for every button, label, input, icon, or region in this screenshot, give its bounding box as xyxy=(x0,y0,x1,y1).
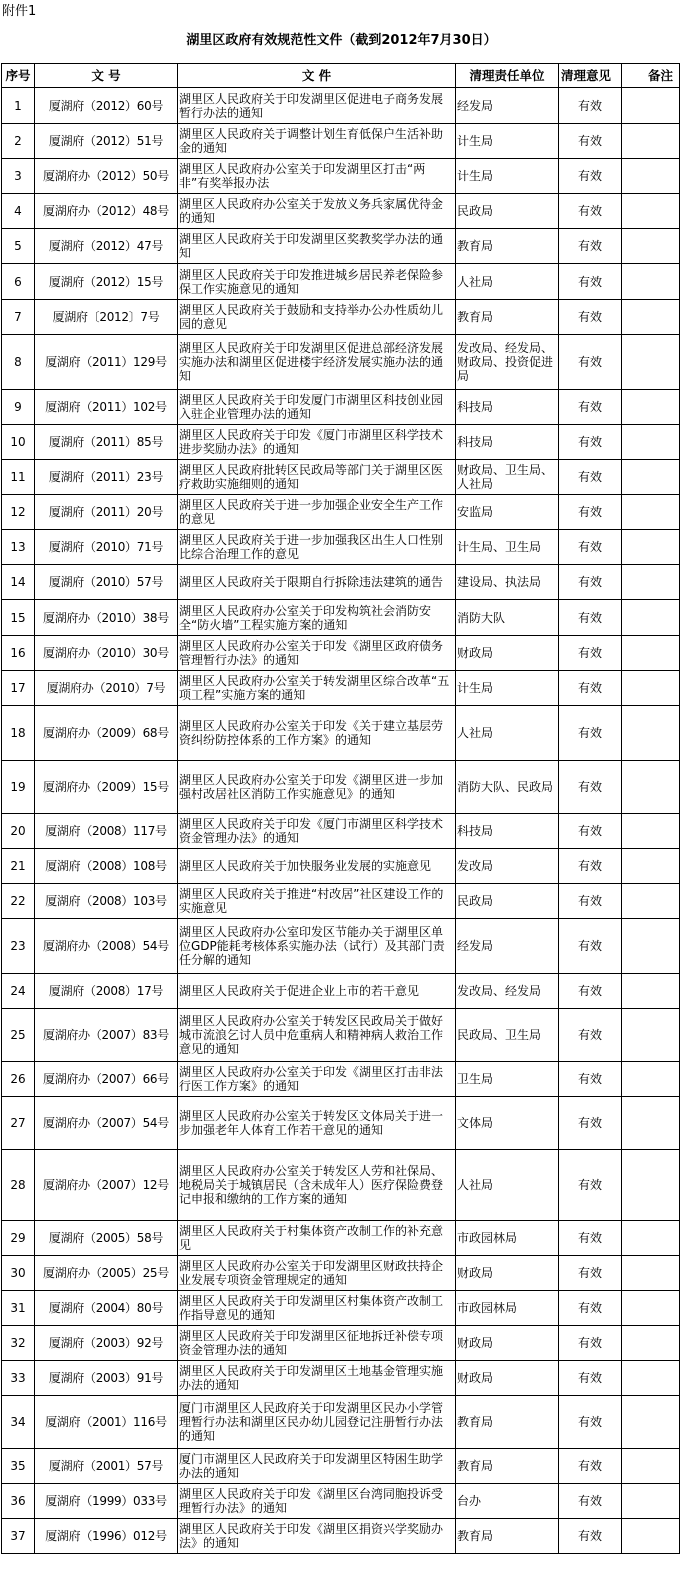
cell-unit: 科技局 xyxy=(456,390,559,425)
cell-doc-number: 厦湖府（2011）129号 xyxy=(35,335,178,390)
cell-unit: 消防大队、民政局 xyxy=(456,761,559,814)
cell-note xyxy=(622,495,680,530)
cell-note xyxy=(622,88,680,124)
cell-unit: 经发局 xyxy=(456,919,559,974)
cell-opinion: 有效 xyxy=(559,1326,622,1361)
table-row xyxy=(2,636,680,671)
cell-file: 湖里区人民政府关于推进“村改居”社区建设工作的实施意见 xyxy=(178,884,456,919)
cell-no: 8 xyxy=(2,335,35,390)
cell-unit: 建设局、执法局 xyxy=(456,565,559,600)
cell-file: 湖里区人民政府办公室关于印发《湖里区进一步加强村改居社区消防工作实施意见》的通知 xyxy=(178,761,456,814)
cell-doc-number: 厦湖府（2001）57号 xyxy=(35,1449,178,1484)
table-row xyxy=(2,1449,680,1484)
cell-opinion: 有效 xyxy=(559,229,622,264)
header-doc-number: 文 号 xyxy=(35,64,178,88)
table-row xyxy=(2,1326,680,1361)
cell-unit: 消防大队 xyxy=(456,600,559,636)
cell-file: 湖里区人民政府办公室关于印发湖里区财政扶持企业发展专项资金管理规定的通知 xyxy=(178,1256,456,1291)
cell-note xyxy=(622,1256,680,1291)
cell-unit: 人社局 xyxy=(456,706,559,761)
cell-opinion: 有效 xyxy=(559,1449,622,1484)
cell-opinion: 有效 xyxy=(559,1150,622,1221)
cell-doc-number: 厦湖府（2001）116号 xyxy=(35,1396,178,1449)
cell-file: 湖里区人民政府关于村集体资产改制工作的补充意见 xyxy=(178,1221,456,1256)
cell-opinion: 有效 xyxy=(559,1484,622,1519)
cell-file: 湖里区人民政府关于印发湖里区促进总部经济发展实施办法和湖里区促进楼宇经济发展实施办法的通知 xyxy=(178,335,456,390)
cell-opinion: 有效 xyxy=(559,1256,622,1291)
cell-no: 17 xyxy=(2,671,35,706)
cell-no: 34 xyxy=(2,1396,35,1449)
cell-unit: 经发局 xyxy=(456,88,559,124)
cell-note xyxy=(622,761,680,814)
cell-doc-number: 厦湖府办（2007）12号 xyxy=(35,1150,178,1221)
table-row xyxy=(2,849,680,884)
cell-file: 湖里区人民政府关于印发《厦门市湖里区科学技术资金管理办法》的通知 xyxy=(178,814,456,849)
cell-opinion: 有效 xyxy=(559,1062,622,1097)
cell-unit: 民政局、卫生局 xyxy=(456,1009,559,1062)
cell-unit: 财政局 xyxy=(456,1361,559,1396)
table-row xyxy=(2,884,680,919)
table-row xyxy=(2,1361,680,1396)
cell-note xyxy=(622,636,680,671)
cell-doc-number: 厦湖府办（2009）15号 xyxy=(35,761,178,814)
cell-no: 26 xyxy=(2,1062,35,1097)
cell-no: 18 xyxy=(2,706,35,761)
table-row xyxy=(2,264,680,300)
cell-file: 厦门市湖里区人民政府关于印发湖里区民办小学管理暂行办法和湖里区民办幼儿园登记注册暂行办法的通知 xyxy=(178,1396,456,1449)
cell-no: 36 xyxy=(2,1484,35,1519)
table-row xyxy=(2,530,680,565)
cell-no: 11 xyxy=(2,460,35,495)
cell-doc-number: 厦湖府（2003）91号 xyxy=(35,1361,178,1396)
cell-no: 6 xyxy=(2,264,35,300)
cell-note xyxy=(622,264,680,300)
cell-opinion: 有效 xyxy=(559,849,622,884)
table-row xyxy=(2,814,680,849)
cell-no: 37 xyxy=(2,1519,35,1554)
cell-note xyxy=(622,1396,680,1449)
cell-no: 27 xyxy=(2,1097,35,1150)
cell-note xyxy=(622,124,680,159)
cell-note xyxy=(622,1519,680,1554)
cell-file: 湖里区人民政府办公室关于转发区民政局关于做好城市流浪乞讨人员中危重病人和精神病人救治工作意见的通知 xyxy=(178,1009,456,1062)
cell-no: 13 xyxy=(2,530,35,565)
cell-note xyxy=(622,1484,680,1519)
cell-note xyxy=(622,335,680,390)
table-row xyxy=(2,390,680,425)
table-row xyxy=(2,335,680,390)
header-file: 文 件 xyxy=(178,64,456,88)
cell-opinion: 有效 xyxy=(559,919,622,974)
cell-no: 5 xyxy=(2,229,35,264)
cell-file: 湖里区人民政府关于印发湖里区土地基金管理实施办法的通知 xyxy=(178,1361,456,1396)
cell-unit: 文体局 xyxy=(456,1097,559,1150)
cell-unit: 财政局 xyxy=(456,1256,559,1291)
cell-file: 厦门市湖里区人民政府关于印发湖里区特困生助学办法的通知 xyxy=(178,1449,456,1484)
table-row xyxy=(2,1291,680,1326)
table-row xyxy=(2,194,680,229)
cell-opinion: 有效 xyxy=(559,390,622,425)
cell-opinion: 有效 xyxy=(559,460,622,495)
cell-file: 湖里区人民政府关于印发《湖里区台湾同胞投诉受理暂行办法》的通知 xyxy=(178,1484,456,1519)
cell-file: 湖里区人民政府办公室关于转发湖里区综合改革“五项工程”实施方案的通知 xyxy=(178,671,456,706)
cell-file: 湖里区人民政府关于限期自行拆除违法建筑的通告 xyxy=(178,565,456,600)
cell-no: 19 xyxy=(2,761,35,814)
table-row xyxy=(2,124,680,159)
cell-no: 15 xyxy=(2,600,35,636)
cell-opinion: 有效 xyxy=(559,1221,622,1256)
cell-opinion: 有效 xyxy=(559,335,622,390)
cell-file: 湖里区人民政府办公室关于印发构筑社会消防安全“防火墙”工程实施方案的通知 xyxy=(178,600,456,636)
cell-doc-number: 厦湖府〔2012〕7号 xyxy=(35,300,178,335)
cell-doc-number: 厦湖府（2012）51号 xyxy=(35,124,178,159)
cell-unit: 计生局 xyxy=(456,671,559,706)
cell-note xyxy=(622,194,680,229)
cell-doc-number: 厦湖府（2011）85号 xyxy=(35,425,178,460)
cell-no: 29 xyxy=(2,1221,35,1256)
table-row xyxy=(2,1484,680,1519)
cell-doc-number: 厦湖府（1996）012号 xyxy=(35,1519,178,1554)
cell-note xyxy=(622,1326,680,1361)
cell-unit: 科技局 xyxy=(456,814,559,849)
cell-unit: 卫生局 xyxy=(456,1062,559,1097)
cell-no: 30 xyxy=(2,1256,35,1291)
cell-no: 32 xyxy=(2,1326,35,1361)
cell-note xyxy=(622,1150,680,1221)
cell-no: 22 xyxy=(2,884,35,919)
cell-no: 28 xyxy=(2,1150,35,1221)
cell-doc-number: 厦湖府（2004）80号 xyxy=(35,1291,178,1326)
cell-file: 湖里区人民政府关于印发湖里区奖教奖学办法的通知 xyxy=(178,229,456,264)
documents-table xyxy=(1,63,680,1554)
cell-opinion: 有效 xyxy=(559,1009,622,1062)
cell-note xyxy=(622,390,680,425)
cell-opinion: 有效 xyxy=(559,1291,622,1326)
cell-opinion: 有效 xyxy=(559,159,622,194)
cell-opinion: 有效 xyxy=(559,636,622,671)
cell-no: 4 xyxy=(2,194,35,229)
cell-no: 33 xyxy=(2,1361,35,1396)
cell-opinion: 有效 xyxy=(559,814,622,849)
cell-no: 31 xyxy=(2,1291,35,1326)
table-row xyxy=(2,1519,680,1554)
cell-unit: 计生局、卫生局 xyxy=(456,530,559,565)
cell-doc-number: 厦湖府办（2007）83号 xyxy=(35,1009,178,1062)
cell-doc-number: 厦湖府办（2012）50号 xyxy=(35,159,178,194)
cell-doc-number: 厦湖府办（2005）25号 xyxy=(35,1256,178,1291)
cell-doc-number: 厦湖府（2011）23号 xyxy=(35,460,178,495)
cell-unit: 教育局 xyxy=(456,1519,559,1554)
cell-unit: 财政局、卫生局、人社局 xyxy=(456,460,559,495)
cell-unit: 台办 xyxy=(456,1484,559,1519)
cell-doc-number: 厦湖府（2012）47号 xyxy=(35,229,178,264)
cell-file: 湖里区人民政府批转区民政局等部门关于湖里区医疗救助实施细则的通知 xyxy=(178,460,456,495)
cell-file: 湖里区人民政府办公室关于印发《湖里区政府债务管理暂行办法》的通知 xyxy=(178,636,456,671)
table-row xyxy=(2,425,680,460)
cell-opinion: 有效 xyxy=(559,600,622,636)
table-row xyxy=(2,495,680,530)
document-title: 湖里区政府有效规范性文件（截到2012年7月30日） xyxy=(186,33,497,48)
header-no: 序号 xyxy=(2,64,35,88)
cell-doc-number: 厦湖府办（2007）66号 xyxy=(35,1062,178,1097)
cell-note xyxy=(622,884,680,919)
cell-no: 23 xyxy=(2,919,35,974)
cell-unit: 教育局 xyxy=(456,300,559,335)
cell-no: 9 xyxy=(2,390,35,425)
cell-opinion: 有效 xyxy=(559,1361,622,1396)
cell-unit: 财政局 xyxy=(456,1326,559,1361)
cell-opinion: 有效 xyxy=(559,88,622,124)
cell-note xyxy=(622,671,680,706)
cell-no: 21 xyxy=(2,849,35,884)
cell-unit: 发改局、经发局 xyxy=(456,974,559,1009)
cell-file: 湖里区人民政府办公室关于转发区文体局关于进一步加强老年人体育工作若干意见的通知 xyxy=(178,1097,456,1150)
table-row xyxy=(2,1097,680,1150)
table-row xyxy=(2,1396,680,1449)
cell-doc-number: 厦湖府（2010）71号 xyxy=(35,530,178,565)
cell-note xyxy=(622,1291,680,1326)
cell-file: 湖里区人民政府关于进一步加强我区出生人口性别比综合治理工作的意见 xyxy=(178,530,456,565)
header-unit: 清理责任单位 xyxy=(456,64,559,88)
cell-note xyxy=(622,565,680,600)
table-row xyxy=(2,671,680,706)
cell-note xyxy=(622,600,680,636)
cell-doc-number: 厦湖府办（2012）48号 xyxy=(35,194,178,229)
header-note: 备注 xyxy=(622,64,680,88)
table-body xyxy=(2,88,680,1554)
cell-opinion: 有效 xyxy=(559,884,622,919)
cell-note xyxy=(622,300,680,335)
cell-file: 湖里区人民政府关于调整计划生育低保户生活补助金的通知 xyxy=(178,124,456,159)
cell-file: 湖里区人民政府办公室关于印发《湖里区打击非法行医工作方案》的通知 xyxy=(178,1062,456,1097)
cell-unit: 发改局 xyxy=(456,849,559,884)
cell-unit: 计生局 xyxy=(456,159,559,194)
table-row xyxy=(2,600,680,636)
cell-unit: 发改局、经发局、财政局、投资促进局 xyxy=(456,335,559,390)
cell-opinion: 有效 xyxy=(559,706,622,761)
cell-no: 25 xyxy=(2,1009,35,1062)
table-row xyxy=(2,1062,680,1097)
table-row xyxy=(2,761,680,814)
cell-unit: 计生局 xyxy=(456,124,559,159)
cell-unit: 教育局 xyxy=(456,1449,559,1484)
cell-no: 16 xyxy=(2,636,35,671)
cell-note xyxy=(622,1449,680,1484)
cell-opinion: 有效 xyxy=(559,761,622,814)
cell-unit: 市政园林局 xyxy=(456,1221,559,1256)
cell-no: 35 xyxy=(2,1449,35,1484)
cell-file: 湖里区人民政府关于印发厦门市湖里区科技创业园入驻企业管理办法的通知 xyxy=(178,390,456,425)
table-row xyxy=(2,706,680,761)
cell-note xyxy=(622,1097,680,1150)
cell-no: 14 xyxy=(2,565,35,600)
cell-file: 湖里区人民政府办公室关于发放义务兵家属优待金的通知 xyxy=(178,194,456,229)
cell-no: 12 xyxy=(2,495,35,530)
table-row xyxy=(2,1150,680,1221)
cell-unit: 市政园林局 xyxy=(456,1291,559,1326)
cell-file: 湖里区人民政府关于鼓励和支持举办公办性质幼儿园的意见 xyxy=(178,300,456,335)
cell-opinion: 有效 xyxy=(559,124,622,159)
cell-note xyxy=(622,849,680,884)
cell-opinion: 有效 xyxy=(559,495,622,530)
attachment-label: 附件1 xyxy=(2,4,37,19)
cell-unit: 科技局 xyxy=(456,425,559,460)
cell-unit: 财政局 xyxy=(456,636,559,671)
cell-unit: 安监局 xyxy=(456,495,559,530)
cell-no: 10 xyxy=(2,425,35,460)
cell-opinion: 有效 xyxy=(559,671,622,706)
cell-doc-number: 厦湖府（2011）102号 xyxy=(35,390,178,425)
cell-doc-number: 厦湖府（2008）108号 xyxy=(35,849,178,884)
cell-opinion: 有效 xyxy=(559,565,622,600)
cell-unit: 人社局 xyxy=(456,1150,559,1221)
cell-unit: 民政局 xyxy=(456,884,559,919)
cell-file: 湖里区人民政府关于印发湖里区促进电子商务发展暂行办法的通知 xyxy=(178,88,456,124)
cell-no: 1 xyxy=(2,88,35,124)
cell-note xyxy=(622,460,680,495)
cell-unit: 教育局 xyxy=(456,1396,559,1449)
table-row xyxy=(2,300,680,335)
cell-note xyxy=(622,530,680,565)
cell-file: 湖里区人民政府关于进一步加强企业安全生产工作的意见 xyxy=(178,495,456,530)
cell-doc-number: 厦湖府（2005）58号 xyxy=(35,1221,178,1256)
cell-opinion: 有效 xyxy=(559,300,622,335)
cell-note xyxy=(622,974,680,1009)
cell-doc-number: 厦湖府（2012）15号 xyxy=(35,264,178,300)
header-row xyxy=(2,64,680,88)
cell-no: 20 xyxy=(2,814,35,849)
cell-doc-number: 厦湖府（2008）117号 xyxy=(35,814,178,849)
table-row xyxy=(2,974,680,1009)
table-row xyxy=(2,919,680,974)
cell-opinion: 有效 xyxy=(559,264,622,300)
cell-unit: 人社局 xyxy=(456,264,559,300)
cell-no: 2 xyxy=(2,124,35,159)
cell-doc-number: 厦湖府（2008）17号 xyxy=(35,974,178,1009)
cell-note xyxy=(622,1361,680,1396)
cell-doc-number: 厦湖府办（2007）54号 xyxy=(35,1097,178,1150)
table-row xyxy=(2,1009,680,1062)
cell-doc-number: 厦湖府（2012）60号 xyxy=(35,88,178,124)
cell-doc-number: 厦湖府办（2010）7号 xyxy=(35,671,178,706)
cell-unit: 教育局 xyxy=(456,229,559,264)
cell-doc-number: 厦湖府办（2010）38号 xyxy=(35,600,178,636)
cell-note xyxy=(622,1009,680,1062)
cell-file: 湖里区人民政府关于加快服务业发展的实施意见 xyxy=(178,849,456,884)
cell-file: 湖里区人民政府关于印发湖里区征地拆迁补偿专项资金管理办法的通知 xyxy=(178,1326,456,1361)
cell-file: 湖里区人民政府关于印发湖里区村集体资产改制工作指导意见的通知 xyxy=(178,1291,456,1326)
cell-opinion: 有效 xyxy=(559,425,622,460)
table-row xyxy=(2,159,680,194)
cell-no: 7 xyxy=(2,300,35,335)
cell-doc-number: 厦湖府办（2008）54号 xyxy=(35,919,178,974)
cell-opinion: 有效 xyxy=(559,1519,622,1554)
cell-file: 湖里区人民政府办公室印发区节能办关于湖里区单位GDP能耗考核体系实施办法（试行）及其部门责任分解的通知 xyxy=(178,919,456,974)
table-row xyxy=(2,88,680,124)
cell-file: 湖里区人民政府办公室关于印发《关于建立基层劳资纠纷防控体系的工作方案》的通知 xyxy=(178,706,456,761)
cell-note xyxy=(622,1062,680,1097)
cell-doc-number: 厦湖府办（2010）30号 xyxy=(35,636,178,671)
cell-no: 24 xyxy=(2,974,35,1009)
cell-note xyxy=(622,159,680,194)
cell-doc-number: 厦湖府办（2009）68号 xyxy=(35,706,178,761)
header-opinion: 清理意见 xyxy=(559,64,622,88)
cell-file: 湖里区人民政府关于印发《厦门市湖里区科学技术进步奖励办法》的通知 xyxy=(178,425,456,460)
cell-doc-number: 厦湖府（1999）033号 xyxy=(35,1484,178,1519)
cell-doc-number: 厦湖府（2011）20号 xyxy=(35,495,178,530)
cell-opinion: 有效 xyxy=(559,1097,622,1150)
table-row xyxy=(2,1221,680,1256)
cell-file: 湖里区人民政府关于印发《湖里区捐资兴学奖励办法》的通知 xyxy=(178,1519,456,1554)
cell-file: 湖里区人民政府关于促进企业上市的若干意见 xyxy=(178,974,456,1009)
cell-note xyxy=(622,814,680,849)
table-row xyxy=(2,460,680,495)
cell-file: 湖里区人民政府办公室关于转发区人劳和社保局、地税局关于城镇居民（含未成年人）医疗保险费登记申报和缴纳的工作方案的通知 xyxy=(178,1150,456,1221)
cell-opinion: 有效 xyxy=(559,1396,622,1449)
cell-doc-number: 厦湖府（2010）57号 xyxy=(35,565,178,600)
cell-opinion: 有效 xyxy=(559,530,622,565)
cell-doc-number: 厦湖府（2003）92号 xyxy=(35,1326,178,1361)
cell-note xyxy=(622,425,680,460)
cell-no: 3 xyxy=(2,159,35,194)
cell-note xyxy=(622,706,680,761)
cell-note xyxy=(622,919,680,974)
cell-opinion: 有效 xyxy=(559,194,622,229)
table-row xyxy=(2,229,680,264)
cell-unit: 民政局 xyxy=(456,194,559,229)
cell-file: 湖里区人民政府办公室关于印发湖里区打击“两非”有奖举报办法 xyxy=(178,159,456,194)
table-row xyxy=(2,565,680,600)
cell-note xyxy=(622,229,680,264)
cell-note xyxy=(622,1221,680,1256)
table-row xyxy=(2,1256,680,1291)
cell-opinion: 有效 xyxy=(559,974,622,1009)
cell-file: 湖里区人民政府关于印发推进城乡居民养老保险参保工作实施意见的通知 xyxy=(178,264,456,300)
cell-doc-number: 厦湖府（2008）103号 xyxy=(35,884,178,919)
